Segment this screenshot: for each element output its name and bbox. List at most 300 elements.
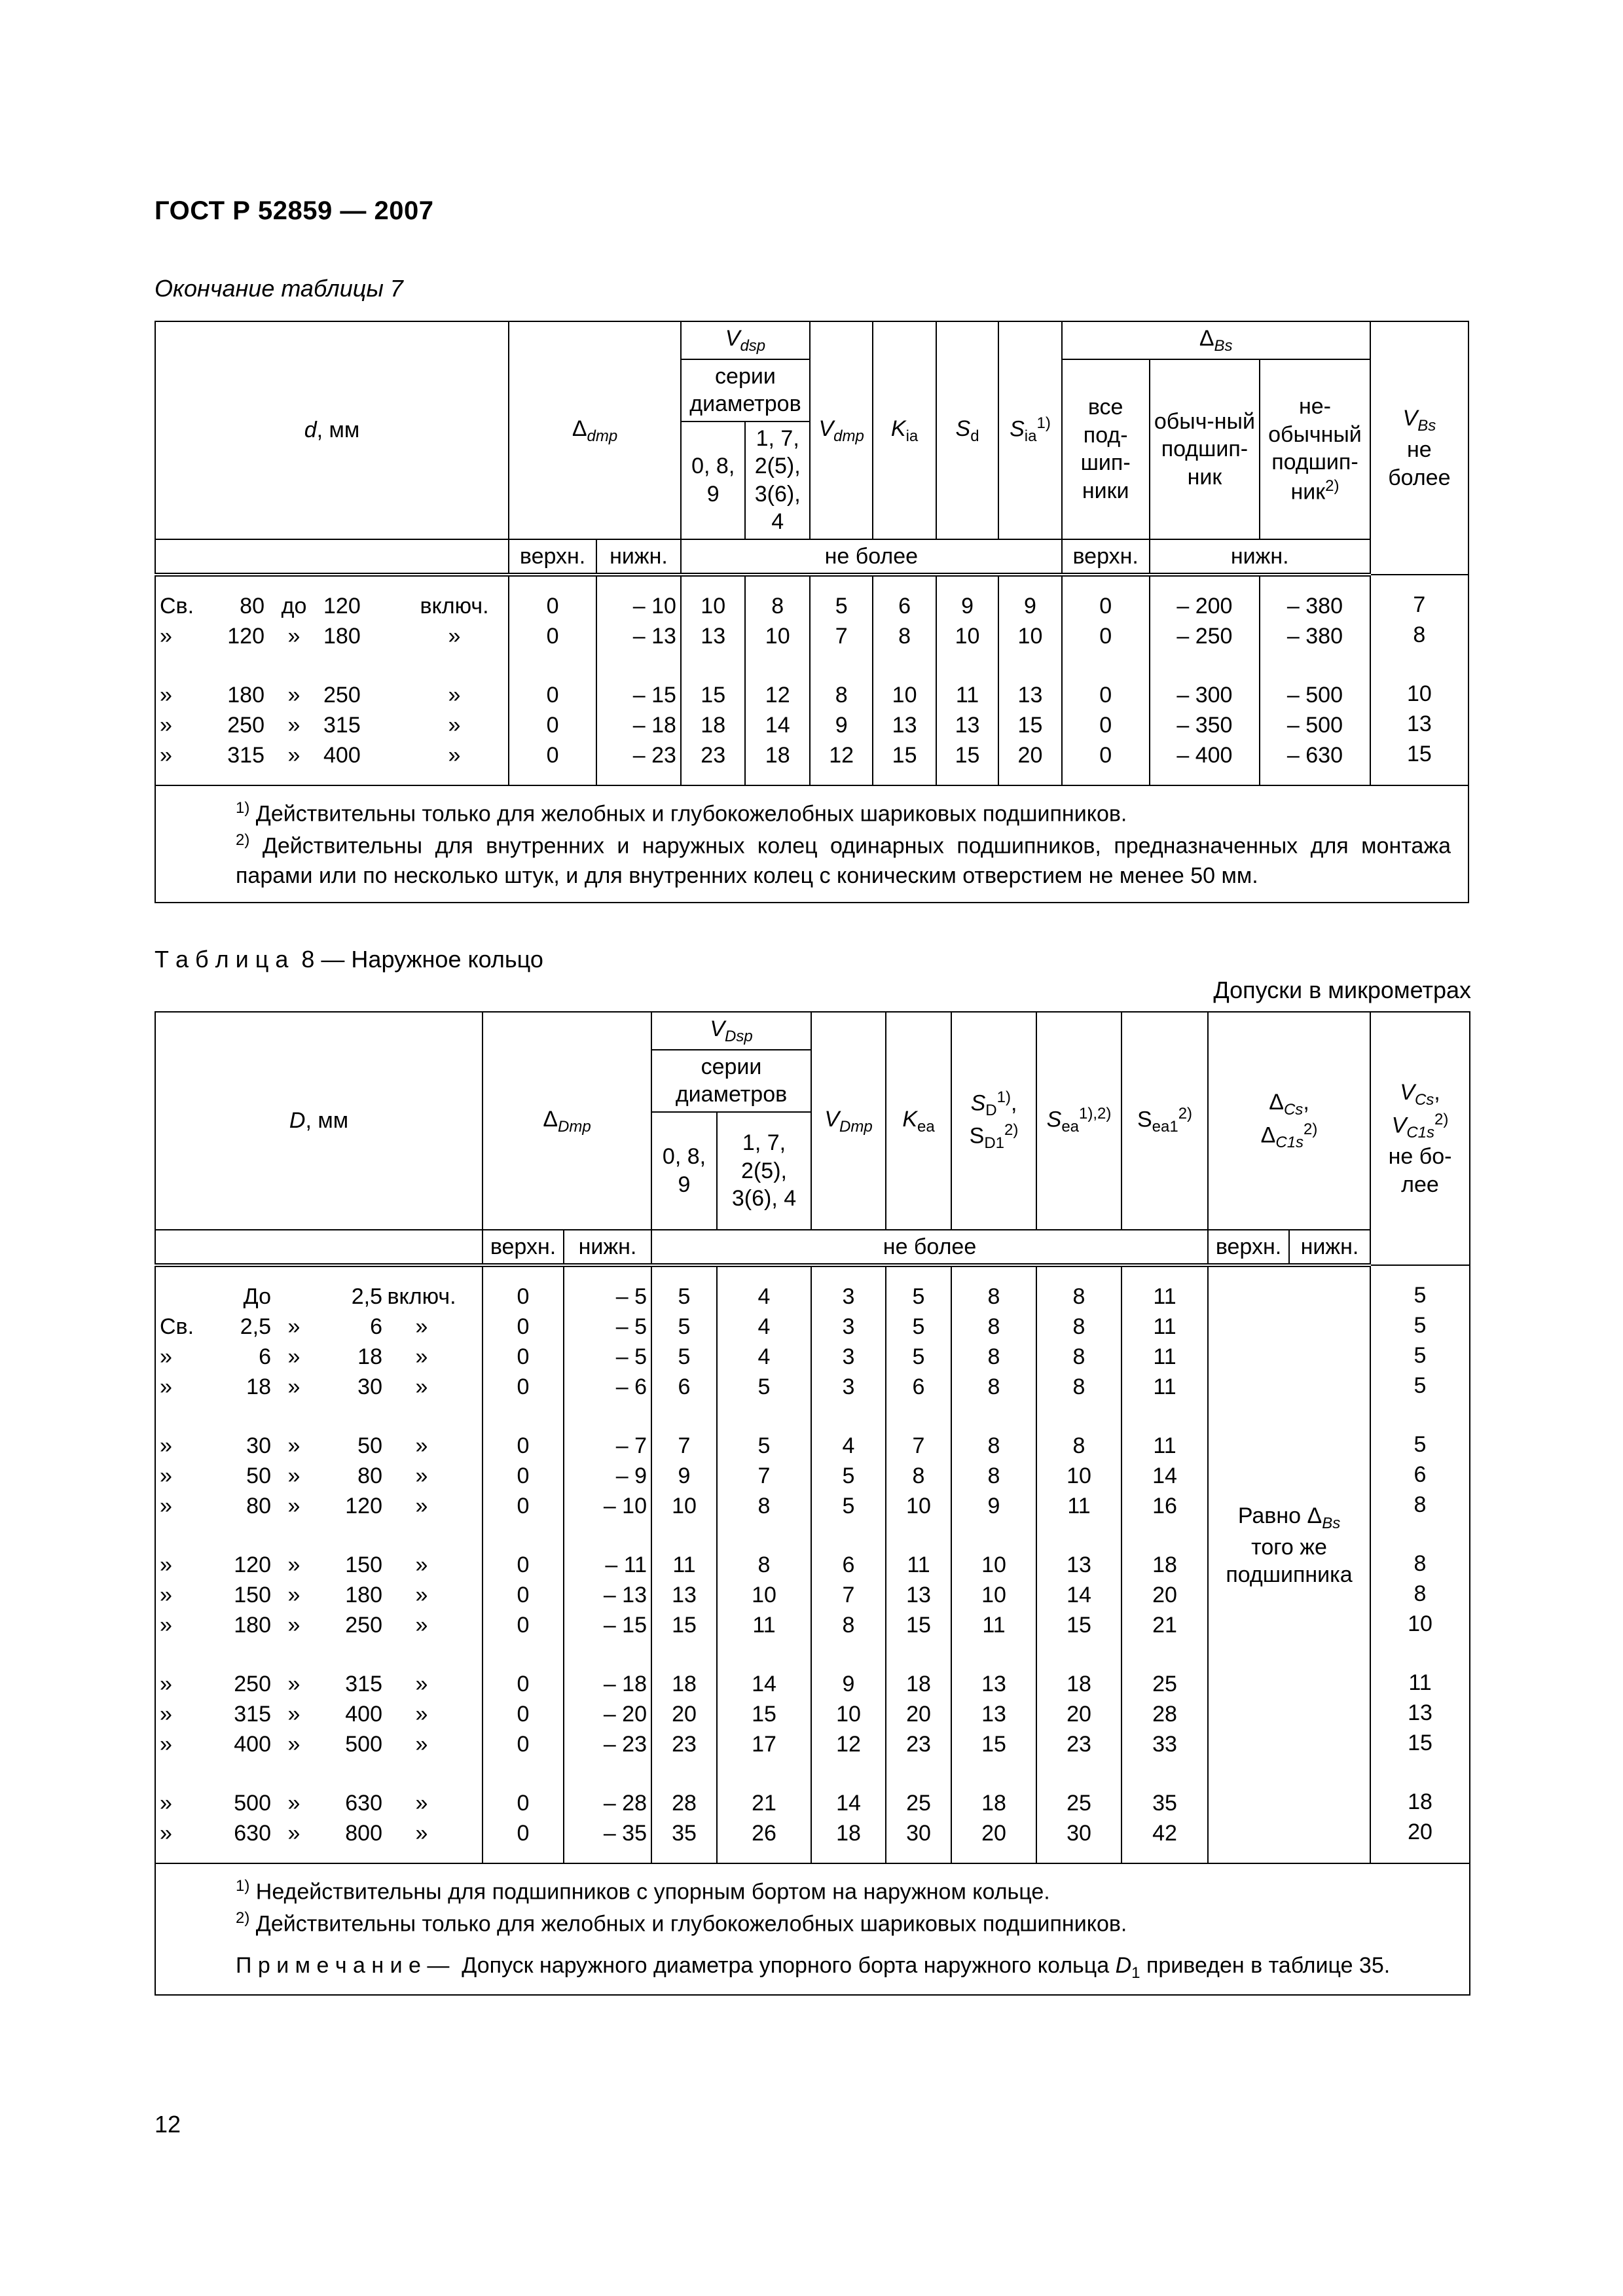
table-cell: 5: [912, 1284, 925, 1310]
row-label-part: »: [415, 1314, 428, 1340]
col-bs-normal-values: [1150, 575, 1260, 785]
col-series-a-values: [681, 575, 745, 785]
table-cell: – 35: [603, 1821, 647, 1846]
table-cell: 0: [517, 1374, 530, 1400]
col-VCs-values: [1370, 1265, 1470, 1863]
table-cell: 8: [987, 1314, 1000, 1340]
table-cell: 8: [898, 624, 911, 649]
table-cell: 8: [987, 1463, 1000, 1489]
table-cell: 4: [757, 1284, 771, 1310]
row-label-part: »: [160, 1374, 172, 1400]
table-cell: 5: [842, 1494, 855, 1519]
table-cell: 0: [517, 1344, 530, 1370]
table-cell: 6: [678, 1374, 691, 1400]
table7-footnotes: [155, 785, 1468, 902]
col-D-header: D, мм: [155, 1012, 483, 1230]
col-VDmp-values: [811, 1265, 886, 1863]
table-cell: 5: [842, 1463, 855, 1489]
table-cell: 0: [517, 1821, 530, 1846]
table-cell: 9: [842, 1672, 855, 1697]
table-cell: 0: [517, 1463, 530, 1489]
table-cell: 18: [1408, 1789, 1432, 1815]
table-cell: 15: [1017, 713, 1043, 738]
table8-body: [155, 1265, 1470, 1863]
col-SD-header: $S_D^{1)}$, $S_{D1}^{2)}$: [951, 1012, 1036, 1230]
table-cell: 11: [1153, 1284, 1176, 1310]
table-cell: 11: [982, 1613, 1006, 1638]
row-gap: [1375, 650, 1464, 679]
table-cell: – 500: [1286, 713, 1343, 738]
table-cell: 10: [1067, 1463, 1091, 1489]
table-cell: 14: [1067, 1583, 1091, 1608]
table-cell: 11: [1153, 1374, 1176, 1400]
table-cell: – 18: [632, 713, 676, 738]
footnote-1: $^{1)}$ Недействительны для подшипников с упорным бортом на наружном кольце.: [236, 1877, 1050, 1905]
col-vbs-values: [1370, 575, 1468, 785]
table-cell: 7: [678, 1433, 691, 1459]
table-cell: – 380: [1286, 594, 1343, 619]
table-cell: 13: [1017, 683, 1043, 708]
row-gap: [656, 1640, 712, 1669]
table-row-label: [160, 1312, 478, 1342]
table-cell: 8: [1413, 1551, 1427, 1577]
col-Sea-header: $S_{ea}^{1),2)}$: [1036, 1012, 1122, 1230]
table-cell: 0: [546, 713, 559, 738]
table-row-label: [160, 680, 504, 710]
row-label-part: »: [448, 743, 461, 768]
table-cell: 7: [757, 1463, 771, 1489]
table-cell: 11: [672, 1552, 696, 1578]
table-cell: 8: [757, 1552, 771, 1578]
row-gap: [721, 1640, 807, 1669]
table-cell: 8: [1413, 1581, 1427, 1607]
row-gap: [487, 1640, 559, 1669]
table-cell: 9: [1023, 594, 1036, 619]
row-gap: [487, 1759, 559, 1788]
table-cell: 30: [906, 1821, 931, 1846]
col-Sea-values: [1036, 1265, 1122, 1863]
table-cell: 5: [1413, 1283, 1427, 1308]
row-label-part: 80: [240, 594, 264, 619]
table-cell: 23: [701, 743, 726, 768]
row-label-part: До: [243, 1284, 271, 1310]
row-gap: [941, 651, 994, 680]
row-label-part: [271, 1282, 317, 1312]
row-label-part: »: [415, 1702, 428, 1727]
table-cell: 35: [1152, 1791, 1177, 1816]
row-gap: [1003, 651, 1057, 680]
row-label-part: 250: [323, 683, 361, 708]
series-a-header: 0, 8, 9: [651, 1112, 717, 1230]
document-header: ГОСТ Р 52859 — 2007: [155, 196, 434, 225]
table-cell: 13: [955, 713, 980, 738]
table-cell: 11: [752, 1613, 776, 1638]
table-cell: – 250: [1176, 624, 1233, 649]
row-gap: [1375, 1401, 1465, 1429]
row-label-part: »: [448, 683, 461, 708]
table-cell: 7: [842, 1583, 855, 1608]
row-gap: [750, 651, 805, 680]
col-D-values: [155, 1265, 483, 1863]
table-cell: – 15: [632, 683, 676, 708]
row-gap: [656, 1759, 712, 1788]
table-cell: 0: [546, 624, 559, 649]
row-gap: [160, 1640, 478, 1669]
col-sd-values: [936, 575, 998, 785]
row-label-part: 630: [234, 1821, 271, 1846]
row-gap: [890, 1640, 947, 1669]
table-cell: 5: [678, 1314, 691, 1340]
row-label-part: »: [160, 1791, 172, 1816]
row-gap: [656, 1521, 712, 1550]
row-label-part: »: [287, 1821, 301, 1846]
table-8-outer-ring: [155, 1011, 1470, 1996]
row-label-part: »: [415, 1732, 428, 1757]
table-cell: – 7: [615, 1433, 647, 1459]
row-label-part: 6: [259, 1344, 271, 1370]
row-label-part: 6: [370, 1314, 382, 1340]
table-cell: 18: [836, 1821, 861, 1846]
row-label-part: 120: [227, 624, 264, 649]
table-cell: 5: [678, 1284, 691, 1310]
table-cell: – 9: [615, 1463, 647, 1489]
table-row-label: [160, 1491, 478, 1521]
table-cell: 8: [757, 1494, 771, 1519]
page-number: 12: [155, 2111, 181, 2138]
row-gap: [1041, 1402, 1117, 1431]
table-cell: 9: [835, 713, 848, 738]
row-label-part: 120: [234, 1552, 271, 1578]
col-series-b-values: [745, 575, 809, 785]
table-cell: 20: [981, 1821, 1006, 1846]
table-row-label: [160, 591, 504, 621]
row-gap: [721, 1759, 807, 1788]
table-cell: 10: [981, 1552, 1006, 1578]
table-cell: 10: [752, 1583, 776, 1608]
table-row-label: [160, 1729, 478, 1759]
table-cell: – 5: [615, 1314, 647, 1340]
table-cell: 10: [906, 1494, 931, 1519]
table-cell: – 380: [1286, 624, 1343, 649]
row-label-part: до: [281, 594, 307, 619]
table-cell: 0: [517, 1583, 530, 1608]
table-cell: 11: [1153, 1314, 1176, 1340]
row-label-part: »: [415, 1494, 428, 1519]
table-cell: 11: [1067, 1494, 1091, 1519]
col-delta-bs-header: $\Delta_{Bs}$: [1062, 321, 1370, 359]
table-cell: 10: [1406, 681, 1432, 707]
table-cell: – 200: [1176, 594, 1233, 619]
table-cell: 5: [1413, 1313, 1427, 1338]
row-gap: [568, 1521, 647, 1550]
row-label-part: »: [287, 1791, 301, 1816]
table-cell: 7: [835, 624, 848, 649]
row-label-part: »: [287, 624, 301, 649]
row-label-part: »: [287, 1314, 301, 1340]
row-label-part: 500: [345, 1732, 382, 1757]
series-b-header: 1, 7, 2(5), 3(6), 4: [717, 1112, 811, 1230]
row-label-part: »: [415, 1374, 428, 1400]
table-cell: 0: [517, 1672, 530, 1697]
table-cell: – 10: [632, 594, 676, 619]
table-cell: 13: [906, 1583, 931, 1608]
row-label-part: 18: [246, 1374, 271, 1400]
table-row-label: [160, 1580, 478, 1610]
table-cell: 10: [1408, 1611, 1432, 1637]
table-cell: – 11: [605, 1552, 647, 1578]
row-label-part: 80: [357, 1463, 382, 1489]
table-cell: 28: [1152, 1702, 1177, 1727]
table-cell: 8: [835, 683, 848, 708]
table8-note: П р и м е ч а н и е — Допуск наружного диаметра упорного борта наружного кольца $D_1$ приведен в таблице 35.: [236, 1952, 1391, 1982]
table-row-label: [160, 1372, 478, 1402]
row-gap: [601, 651, 676, 680]
row-label-part: »: [160, 1613, 172, 1638]
row-label-part: 630: [345, 1791, 382, 1816]
col-normal-bearing-header: обыч-ный подшип-ник: [1150, 359, 1260, 539]
table-cell: 14: [1152, 1463, 1177, 1489]
table-cell: 11: [907, 1552, 930, 1578]
col-series-a-values: [651, 1265, 717, 1863]
table-cell: 5: [1413, 1373, 1427, 1399]
table-cell: 15: [892, 743, 917, 768]
table-cell: 8: [987, 1374, 1000, 1400]
row-gap: [721, 1521, 807, 1550]
table-cell: 13: [1067, 1552, 1091, 1578]
col-VDmp-header: $V_{Dmp}$: [811, 1012, 886, 1230]
row-gap: [956, 1521, 1032, 1550]
table-cell: 25: [1152, 1672, 1177, 1697]
row-label-part: »: [160, 1732, 172, 1757]
row-gap: [656, 1402, 712, 1431]
row-gap: [160, 651, 504, 680]
table-cell: – 15: [603, 1613, 647, 1638]
upper-label-2: верхн.: [1062, 539, 1150, 575]
table-cell: 0: [517, 1433, 530, 1459]
row-label-part: »: [160, 1433, 172, 1459]
row-label-part: »: [287, 743, 301, 768]
table-cell: 8: [1413, 1492, 1427, 1518]
series-header: серии диаметров: [681, 359, 810, 422]
col-delta-dmp-header: $\Delta_{dmp}$: [509, 321, 681, 539]
row-label-part: 50: [357, 1433, 382, 1459]
table-cell: 18: [701, 713, 726, 738]
table-cell: 16: [1152, 1494, 1177, 1519]
table-cell: 13: [701, 624, 726, 649]
row-label-part: »: [160, 1672, 172, 1697]
not-more-label: не более: [651, 1230, 1208, 1266]
table-cell: 0: [546, 594, 559, 619]
table-cell: 10: [836, 1702, 861, 1727]
table-cell: 12: [836, 1732, 861, 1757]
table-cell: 15: [981, 1732, 1006, 1757]
table-cell: 21: [752, 1791, 776, 1816]
row-label-part: »: [287, 683, 301, 708]
table-cell: 8: [842, 1613, 855, 1638]
col-vbs-header: $V_{Bs}$ не более: [1370, 321, 1468, 575]
table-cell: 0: [1099, 743, 1112, 768]
col-delta-Dmp-header: $\Delta_{Dmp}$: [483, 1012, 651, 1230]
table-cell: 18: [906, 1672, 931, 1697]
table-cell: 11: [1153, 1344, 1176, 1370]
table-cell: 26: [752, 1821, 776, 1846]
row-gap: [721, 1402, 807, 1431]
row-gap: [814, 651, 868, 680]
row-gap: [513, 651, 592, 680]
table-cell: 8: [1072, 1284, 1085, 1310]
table-cell: 18: [1067, 1672, 1091, 1697]
table-cell: 8: [1072, 1433, 1085, 1459]
table-row-label: [160, 1699, 478, 1729]
table-row-label: [160, 1282, 478, 1312]
row-label-part: »: [415, 1463, 428, 1489]
table-cell: 25: [906, 1791, 931, 1816]
col-sia-values: [998, 575, 1061, 785]
row-label-part: »: [160, 713, 172, 738]
table-cell: 5: [1413, 1343, 1427, 1369]
col-vdsp-header: $V_{dsp}$: [681, 321, 810, 359]
table-cell: 0: [1099, 624, 1112, 649]
table-cell: 20: [906, 1702, 931, 1727]
footnote-2: $^{2)}$ Действительны только для желобных и глубокожелобных шариковых подшипников.: [236, 1909, 1127, 1936]
row-gap: [568, 1402, 647, 1431]
row-label-part: 30: [357, 1374, 382, 1400]
row-label-part: »: [415, 1433, 428, 1459]
row-gap: [1126, 1521, 1203, 1550]
col-lower-values: [596, 575, 681, 785]
table-cell: – 23: [603, 1732, 647, 1757]
lower-label: нижн.: [564, 1230, 651, 1266]
row-label-part: 80: [246, 1494, 271, 1519]
table-cell: 9: [678, 1463, 691, 1489]
col-bs-all-values: [1062, 575, 1150, 785]
row-label-part: 180: [323, 624, 361, 649]
row-label-part: »: [160, 1552, 172, 1578]
table-cell: 15: [752, 1702, 776, 1727]
table8-units: Допуски в микрометрах: [1213, 977, 1471, 1003]
table-cell: – 630: [1286, 743, 1343, 768]
row-gap: [956, 1759, 1032, 1788]
table-cell: 15: [1406, 742, 1432, 767]
row-label-part: »: [287, 1344, 301, 1370]
col-sia-header: $S_{ia}^{1)}$: [998, 321, 1061, 539]
table-cell: 6: [898, 594, 911, 619]
table-cell: 3: [842, 1344, 855, 1370]
row-gap: [1126, 1640, 1203, 1669]
row-label-part: »: [415, 1552, 428, 1578]
row-gap: [685, 651, 740, 680]
table-cell: 15: [1067, 1613, 1091, 1638]
table-cell: 8: [912, 1463, 925, 1489]
row-gap: [890, 1521, 947, 1550]
row-label-part: »: [415, 1344, 428, 1370]
table-cell: 10: [981, 1583, 1006, 1608]
table-cell: 0: [1099, 683, 1112, 708]
table-cell: 8: [1072, 1314, 1085, 1340]
table-row-label: [160, 1550, 478, 1580]
merged-delta-cs-cell: Равно $\Delta_{Bs}$ того же подшипника: [1208, 1265, 1370, 1863]
table-cell: 6: [1413, 1462, 1427, 1488]
table-cell: 0: [517, 1494, 530, 1519]
table-cell: 18: [1152, 1552, 1177, 1578]
table-cell: 0: [546, 683, 559, 708]
col-delta-Cs-header: $\Delta_{Cs}$, $\Delta_{C1s}^{2)}$: [1208, 1012, 1370, 1230]
row-label-part: Св.: [160, 594, 194, 619]
table-cell: 4: [757, 1344, 771, 1370]
col-Kea-values: [886, 1265, 951, 1863]
table-cell: – 10: [603, 1494, 647, 1519]
row-label-part: »: [287, 1433, 301, 1459]
row-label-part: 315: [234, 1702, 271, 1727]
table-cell: 5: [757, 1433, 771, 1459]
table-cell: 13: [672, 1583, 697, 1608]
upper-label-2: верхн.: [1208, 1230, 1289, 1266]
table-cell: 15: [701, 683, 726, 708]
table-cell: 8: [987, 1284, 1000, 1310]
row-gap: [160, 1402, 478, 1431]
table-cell: 6: [842, 1552, 855, 1578]
table-cell: 20: [1408, 1820, 1432, 1845]
table-cell: – 20: [603, 1702, 647, 1727]
table-cell: 18: [765, 743, 790, 768]
row-label-part: »: [287, 1613, 301, 1638]
row-label-part: 2,5: [240, 1314, 271, 1340]
table-cell: – 18: [603, 1672, 647, 1697]
table-cell: 15: [955, 743, 980, 768]
row-label-part: »: [415, 1821, 428, 1846]
row-gap: [816, 1521, 881, 1550]
table-cell: 11: [1408, 1670, 1432, 1696]
col-SD-values: [951, 1265, 1036, 1863]
table-cell: 0: [1099, 594, 1112, 619]
table8-footnotes: [155, 1863, 1470, 1995]
empty-cell: [155, 1230, 483, 1266]
table-cell: – 23: [632, 743, 676, 768]
col-vdmp-values: [810, 575, 873, 785]
table-cell: 0: [517, 1314, 530, 1340]
row-label-part: »: [415, 1672, 428, 1697]
table-row-label: [160, 740, 504, 770]
table-cell: 42: [1152, 1821, 1177, 1846]
table-cell: 8: [987, 1433, 1000, 1459]
row-gap: [816, 1640, 881, 1669]
table-cell: 21: [1152, 1613, 1177, 1638]
row-label-part: 120: [323, 594, 361, 619]
table-cell: 25: [1067, 1791, 1091, 1816]
table7-body: [155, 575, 1468, 785]
row-label-part: 180: [227, 683, 264, 708]
row-label-part: 400: [234, 1732, 271, 1757]
table-cell: 0: [517, 1791, 530, 1816]
table-cell: – 500: [1286, 683, 1343, 708]
col-Sea1-values: [1122, 1265, 1208, 1863]
footnote-1: $^{1)}$ Действительны только для желобных и глубокожелобных шариковых подшипников.: [236, 799, 1127, 827]
table-cell: 20: [1017, 743, 1043, 768]
table-cell: 11: [1153, 1433, 1176, 1459]
table-cell: 7: [912, 1433, 925, 1459]
table-cell: 10: [672, 1494, 697, 1519]
series-header: серии диаметров: [651, 1050, 811, 1112]
row-label-part: »: [287, 1374, 301, 1400]
row-label-part: »: [160, 743, 172, 768]
col-series-b-values: [717, 1265, 811, 1863]
row-label-part: »: [287, 1732, 301, 1757]
table-row-label: [160, 1818, 478, 1848]
table-7-inner-ring: [155, 321, 1469, 903]
row-gap: [487, 1402, 559, 1431]
row-gap: [1154, 651, 1256, 680]
row-label-part: »: [287, 1552, 301, 1578]
